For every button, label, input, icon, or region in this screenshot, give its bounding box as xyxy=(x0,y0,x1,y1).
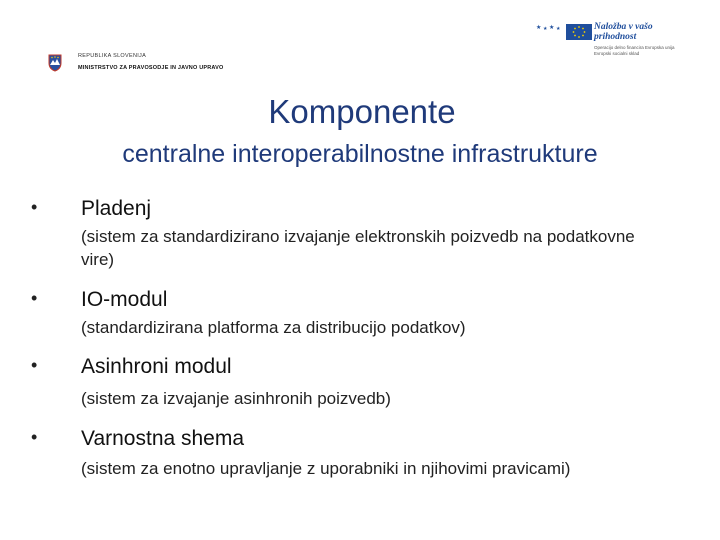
svg-text:★: ★ xyxy=(549,25,555,31)
eu-cofinancing-note: Operacijo delno financira Evropska unija xyxy=(594,45,675,50)
svg-text:★: ★ xyxy=(556,26,561,32)
slide-title: Komponente xyxy=(268,93,456,130)
gov-republic-label: REPUBLIKA SLOVENIJA xyxy=(78,53,147,59)
bullet-marker: • xyxy=(31,355,38,375)
bullet-heading: Asinhroni modul xyxy=(81,355,232,378)
svg-text:★: ★ xyxy=(543,26,548,32)
bullet-heading: IO-modul xyxy=(81,288,168,311)
bullet-description: (sistem za standardizirano izvajanje elektronskih poizvedb na podatkovne vire) xyxy=(81,227,635,269)
bullet-marker: • xyxy=(31,427,38,447)
eu-slogan: Naložba v vašo prihodnost xyxy=(594,22,653,42)
bullet-marker: • xyxy=(31,288,38,308)
slide-subtitle: centralne interoperabilnostne infrastrukture xyxy=(122,140,598,168)
eu-fund-name: Evropski socialni sklad xyxy=(594,51,640,57)
bullet-description: (sistem za izvajanje asinhronih poizvedb) xyxy=(81,389,391,408)
coat-of-arms-icon xyxy=(48,54,62,72)
bullet-description: (sistem za enotno upravljanje z uporabniki in njihovimi pravicami) xyxy=(81,459,571,478)
eu-funding-logo xyxy=(536,16,696,64)
svg-text:★: ★ xyxy=(536,25,542,31)
stars-decoration-icon xyxy=(536,22,566,32)
government-logo xyxy=(48,54,238,74)
gov-ministry-label: MINISTRSTVO ZA PRAVOSODJE IN JAVNO UPRAVO xyxy=(78,64,224,71)
bullet-heading: Pladenj xyxy=(81,197,152,220)
bullet-marker: • xyxy=(31,197,38,217)
bullet-description: (standardizirana platforma za distribucijo podatkov) xyxy=(81,318,466,337)
eu-flag-icon xyxy=(566,24,592,40)
bullet-heading: Varnostna shema xyxy=(81,427,245,450)
